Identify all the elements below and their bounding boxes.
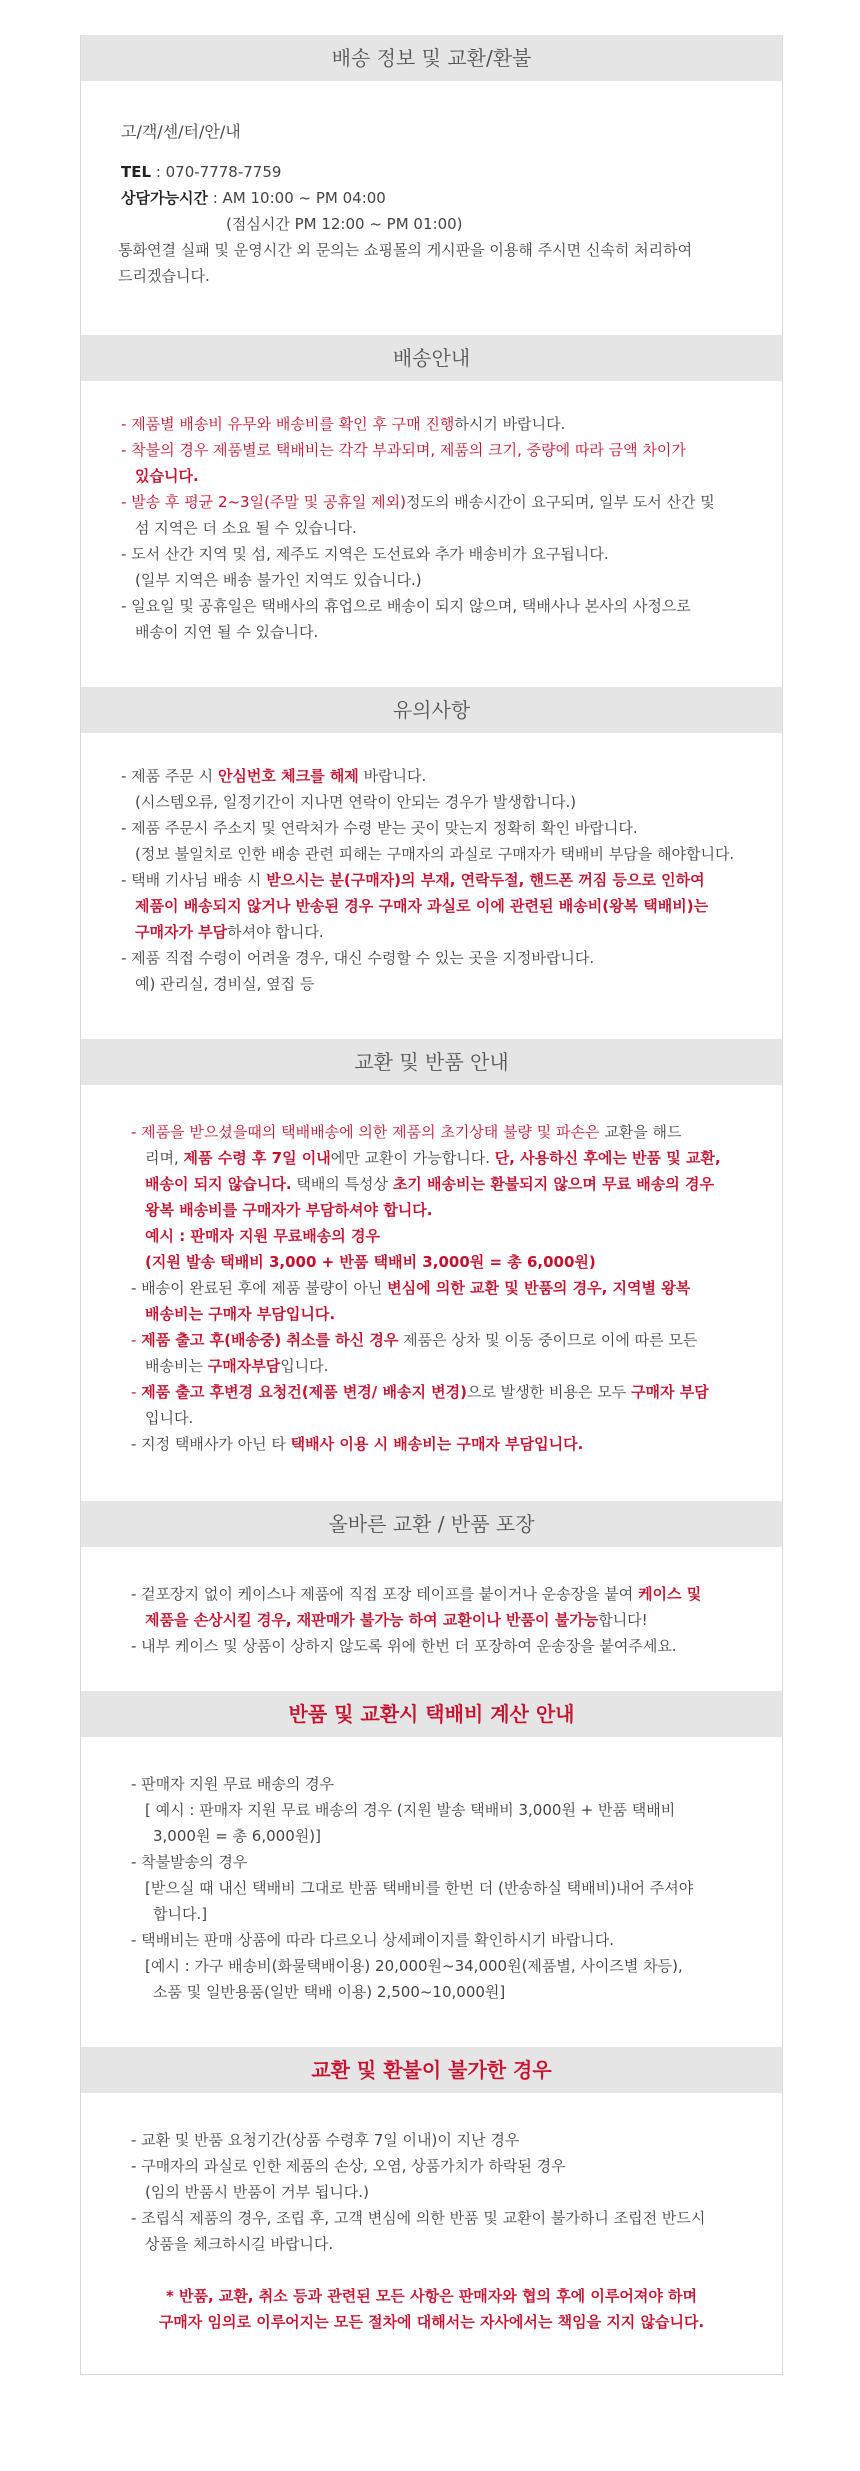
list-item: 배송이 지연 될 수 있습니다. xyxy=(135,623,319,641)
cs-title: 고/객/센/터/안/내 xyxy=(121,122,241,141)
list-item: - 배송이 완료된 후에 제품 불량이 아닌 변심에 의한 교환 및 반품의 경우, 지역별 왕복 xyxy=(131,1279,691,1297)
hours-line: 상담가능시간 : AM 10:00 ~ PM 04:00 xyxy=(121,189,386,207)
list-item: 소품 및 일반용품(일반 택배 이용) 2,500~10,000원] xyxy=(153,1983,506,2001)
list-item: 섬 지역은 더 소요 될 수 있습니다. xyxy=(135,519,357,537)
list-item: 예시 : 판매자 지원 무료배송의 경우 xyxy=(145,1227,380,1245)
list-item: - 제품 직접 수령이 어려울 경우, 대신 수령할 수 있는 곳을 지정바랍니다. xyxy=(121,949,595,967)
disclaimer: 구매자 임의로 이루어지는 모든 절차에 대해서는 자사에서는 책임을 지지 않습니다. xyxy=(158,2313,705,2331)
list-item: 3,000원 = 총 6,000원)] xyxy=(153,1827,321,1845)
list-item: - 지정 택배사가 아닌 타 택배사 이용 시 배송비는 구매자 부담입니다. xyxy=(131,1435,584,1453)
section-title: 배송 정보 및 교환/환불 xyxy=(81,35,782,81)
section-no-refund xyxy=(81,2047,782,2375)
list-item: - 택배 기사님 배송 시 받으시는 분(구매자)의 부재, 연락두절, 핸드폰 꺼짐 등으로 인하여 xyxy=(121,871,705,889)
list-item: 배송비는 구매자 부담입니다. xyxy=(145,1305,336,1323)
lunch-line: (점심시간 PM 12:00 ~ PM 01:00) xyxy=(226,215,463,233)
list-item: 왕복 배송비를 구매자가 부담하셔야 합니다. xyxy=(145,1201,433,1219)
list-item: - 제품별 배송비 유무와 배송비를 확인 후 구매 진행하시기 바랍니다. xyxy=(121,415,566,433)
section-title: 배송안내 xyxy=(81,335,782,381)
list-item: 예) 관리실, 경비실, 옆집 등 xyxy=(135,975,315,993)
list-item: 제품을 손상시킬 경우, 재판매가 불가능 하여 교환이나 반품이 불가능합니다! xyxy=(145,1611,648,1629)
list-item: - 제품을 받으셨을때의 택배배송에 의한 제품의 초기상태 불량 및 파손은 교환을 해드 xyxy=(131,1123,682,1141)
list-item: [ 예시 : 판매자 지원 무료 배송의 경우 (지원 발송 택배비 3,000원 + 반품 택배비 xyxy=(145,1801,676,1819)
section-exchange-return xyxy=(81,1039,782,1501)
section-title: 교환 및 환불이 불가한 경우 xyxy=(81,2047,782,2093)
list-item: (지원 발송 택배비 3,000 + 반품 택배비 3,000원 = 총 6,000원) xyxy=(145,1253,596,1271)
list-item: [예시 : 가구 배송비(화물택배이용) 20,000원~34,000원(제품별, 사이즈별 차등), xyxy=(145,1957,683,1975)
list-item: - 교환 및 반품 요청기간(상품 수령후 7일 이내)이 지난 경우 xyxy=(131,2131,520,2149)
list-item: (임의 반품시 반품이 거부 됩니다.) xyxy=(145,2183,369,2201)
list-item: 리며, 제품 수령 후 7일 이내에만 교환이 가능합니다. 단, 사용하신 후에는 반품 및 교환, xyxy=(145,1149,721,1167)
section-delivery-guide xyxy=(81,335,782,687)
list-item: - 내부 케이스 및 상품이 상하지 않도록 위에 한번 더 포장하여 운송장을 붙여주세요. xyxy=(131,1637,677,1655)
tel-line: TEL : 070-7778-7759 xyxy=(121,163,282,181)
list-item: - 조립식 제품의 경우, 조립 후, 고객 변심에 의한 반품 및 교환이 불가하니 조립전 반드시 xyxy=(131,2209,706,2227)
list-item: (시스템오류, 일정기간이 지나면 연락이 안되는 경우가 발생합니다.) xyxy=(135,793,577,811)
list-item: 제품이 배송되지 않거나 반송된 경우 구매자 과실로 이에 관련된 배송비(왕복 택배비)는 xyxy=(135,897,709,915)
list-item: - 구매자의 과실로 인한 제품의 손상, 오염, 상품가치가 하락된 경우 xyxy=(131,2157,566,2175)
disclaimer: * 반품, 교환, 취소 등과 관련된 모든 사항은 판매자와 협의 후에 이루어져야 하며 xyxy=(165,2287,698,2305)
list-item: - 겉포장지 없이 케이스나 제품에 직접 포장 테이프를 붙이거나 운송장을 붙여 케이스 및 xyxy=(131,1585,702,1603)
notice-panel xyxy=(80,35,783,2375)
section-packaging xyxy=(81,1501,782,1691)
section-title: 교환 및 반품 안내 xyxy=(81,1039,782,1085)
list-item: - 택배비는 판매 상품에 따라 다르오니 상세페이지를 확인하시기 바랍니다. xyxy=(131,1931,615,1949)
list-item: 입니다. xyxy=(145,1409,194,1427)
section-title: 반품 및 교환시 택배비 계산 안내 xyxy=(81,1691,782,1737)
list-item: (일부 지역은 배송 불가인 지역도 있습니다.) xyxy=(135,571,422,589)
list-item: 합니다.] xyxy=(153,1905,208,1923)
list-item: 있습니다. xyxy=(135,467,199,485)
note-line: 드리겠습니다. xyxy=(118,267,210,285)
list-item: - 제품 출고 후변경 요청건(제품 변경/ 배송지 변경)으로 발생한 비용은 모두 구매자 부담 xyxy=(131,1383,709,1401)
list-item: - 제품 주문 시 안심번호 체크를 해제 바랍니다. xyxy=(121,767,427,785)
list-item: - 제품 주문시 주소지 및 연락처가 수령 받는 곳이 맞는지 정확히 확인 바랍니다. xyxy=(121,819,638,837)
section-title: 유의사항 xyxy=(81,687,782,733)
list-item: (정보 불일치로 인한 배송 관련 피해는 구매자의 과실로 구매자가 택배비 부담을 해야합니다. xyxy=(135,845,735,863)
section-title: 올바른 교환 / 반품 포장 xyxy=(81,1501,782,1547)
list-item: - 착불발송의 경우 xyxy=(131,1853,248,1871)
list-item: - 도서 산간 지역 및 섬, 제주도 지역은 도선료와 추가 배송비가 요구됩니다. xyxy=(121,545,609,563)
note-line: 통화연결 실패 및 운영시간 외 문의는 쇼핑몰의 게시판을 이용해 주시면 신속히 처리하여 xyxy=(118,241,693,259)
list-item: - 일요일 및 공휴일은 택배사의 휴업으로 배송이 되지 않으며, 택배사나 본사의 사정으로 xyxy=(121,597,691,615)
section-shipping-fee-calc xyxy=(81,1691,782,2047)
list-item: - 판매자 지원 무료 배송의 경우 xyxy=(131,1775,335,1793)
list-item: 상품을 체크하시길 바랍니다. xyxy=(145,2235,334,2253)
list-item: - 발송 후 평균 2~3일(주말 및 공휴일 제외)정도의 배송시간이 요구되며, 일부 도서 산간 및 xyxy=(121,493,715,511)
section-shipping-info xyxy=(81,35,782,335)
list-item: 배송비는 구매자부담입니다. xyxy=(145,1357,329,1375)
list-item: - 착불의 경우 제품별로 택배비는 각각 부과되며, 제품의 크기, 중량에 따라 금액 차이가 xyxy=(121,441,686,459)
list-item: 배송이 되지 않습니다. 택배의 특성상 초기 배송비는 환불되지 않으며 무료 배송의 경우 xyxy=(145,1175,714,1193)
list-item: 구매자가 부담하셔야 합니다. xyxy=(135,923,324,941)
list-item: [받으실 때 내신 택배비 그대로 반품 택배비를 한번 더 (반송하실 택배비)내어 주셔야 xyxy=(145,1879,694,1897)
list-item: - 제품 출고 후(배송중) 취소를 하신 경우 제품은 상차 및 이동 중이므로 이에 따른 모든 xyxy=(131,1331,698,1349)
section-cautions xyxy=(81,687,782,1039)
